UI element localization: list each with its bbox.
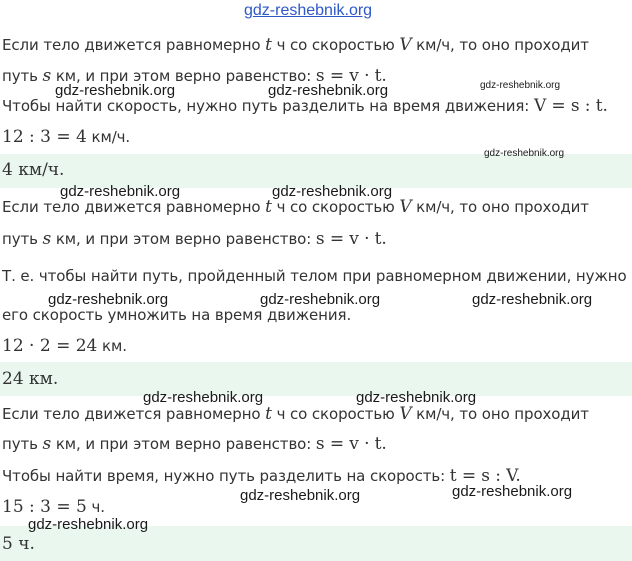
distance-rule-line-1: Т. е. чтобы найти путь, пройденный телом при равномерном движении, нужно: [2, 267, 627, 285]
watermark: gdz-reshebnik.org: [452, 483, 573, 500]
watermark: gdz-reshebnik.org: [480, 80, 561, 91]
definition-line-2: путь s км, и при этом верно равенство: s = v · t.: [2, 434, 387, 454]
definition-line-1: Если тело движется равномерно t ч со скоростью V км/ч, то оно проходит: [2, 197, 589, 217]
calculation: 12 : 3 = 4 км/ч.: [2, 127, 131, 147]
watermark: gdz-reshebnik.org: [143, 389, 264, 406]
distance-rule-line-2: его скорость умножить на время движения.: [2, 306, 352, 324]
definition-line-2: путь s км, и при этом верно равенство: s = v · t.: [2, 229, 387, 249]
answer-text: 4 км/ч.: [2, 160, 65, 180]
answer-highlight-2: [0, 362, 632, 396]
watermark: gdz-reshebnik.org: [55, 82, 176, 99]
definition-line-1: Если тело движется равномерно t ч со скоростью V км/ч, то оно проходит: [2, 35, 589, 55]
watermark: gdz-reshebnik.org: [484, 148, 565, 159]
watermark: gdz-reshebnik.org: [272, 183, 393, 200]
definition-line-1: Если тело движется равномерно t ч со скоростью V км/ч, то оно проходит: [2, 404, 589, 424]
watermark: gdz-reshebnik.org: [472, 291, 593, 308]
watermark: gdz-reshebnik.org: [28, 516, 149, 533]
definition-line-2: путь s км, и при этом верно равенство: s = v · t.: [2, 66, 387, 86]
calculation: 15 : 3 = 5 ч.: [2, 497, 105, 517]
time-rule: Чтобы найти время, нужно путь разделить на скорость: t = s : V.: [2, 466, 521, 486]
speed-rule: Чтобы найти скорость, нужно путь разделить на время движения: V = s : t.: [2, 96, 608, 116]
watermark: gdz-reshebnik.org: [356, 389, 477, 406]
watermark: gdz-reshebnik.org: [240, 487, 361, 504]
site-watermark-link[interactable]: gdz-reshebnik.org: [244, 2, 373, 19]
calculation: 12 · 2 = 24 км.: [2, 336, 127, 356]
watermark: gdz-reshebnik.org: [48, 291, 169, 308]
answer-text: 5 ч.: [2, 534, 35, 554]
answer-text: 24 км.: [2, 369, 59, 389]
watermark: gdz-reshebnik.org: [60, 183, 181, 200]
watermark: gdz-reshebnik.org: [260, 291, 381, 308]
watermark: gdz-reshebnik.org: [268, 82, 389, 99]
